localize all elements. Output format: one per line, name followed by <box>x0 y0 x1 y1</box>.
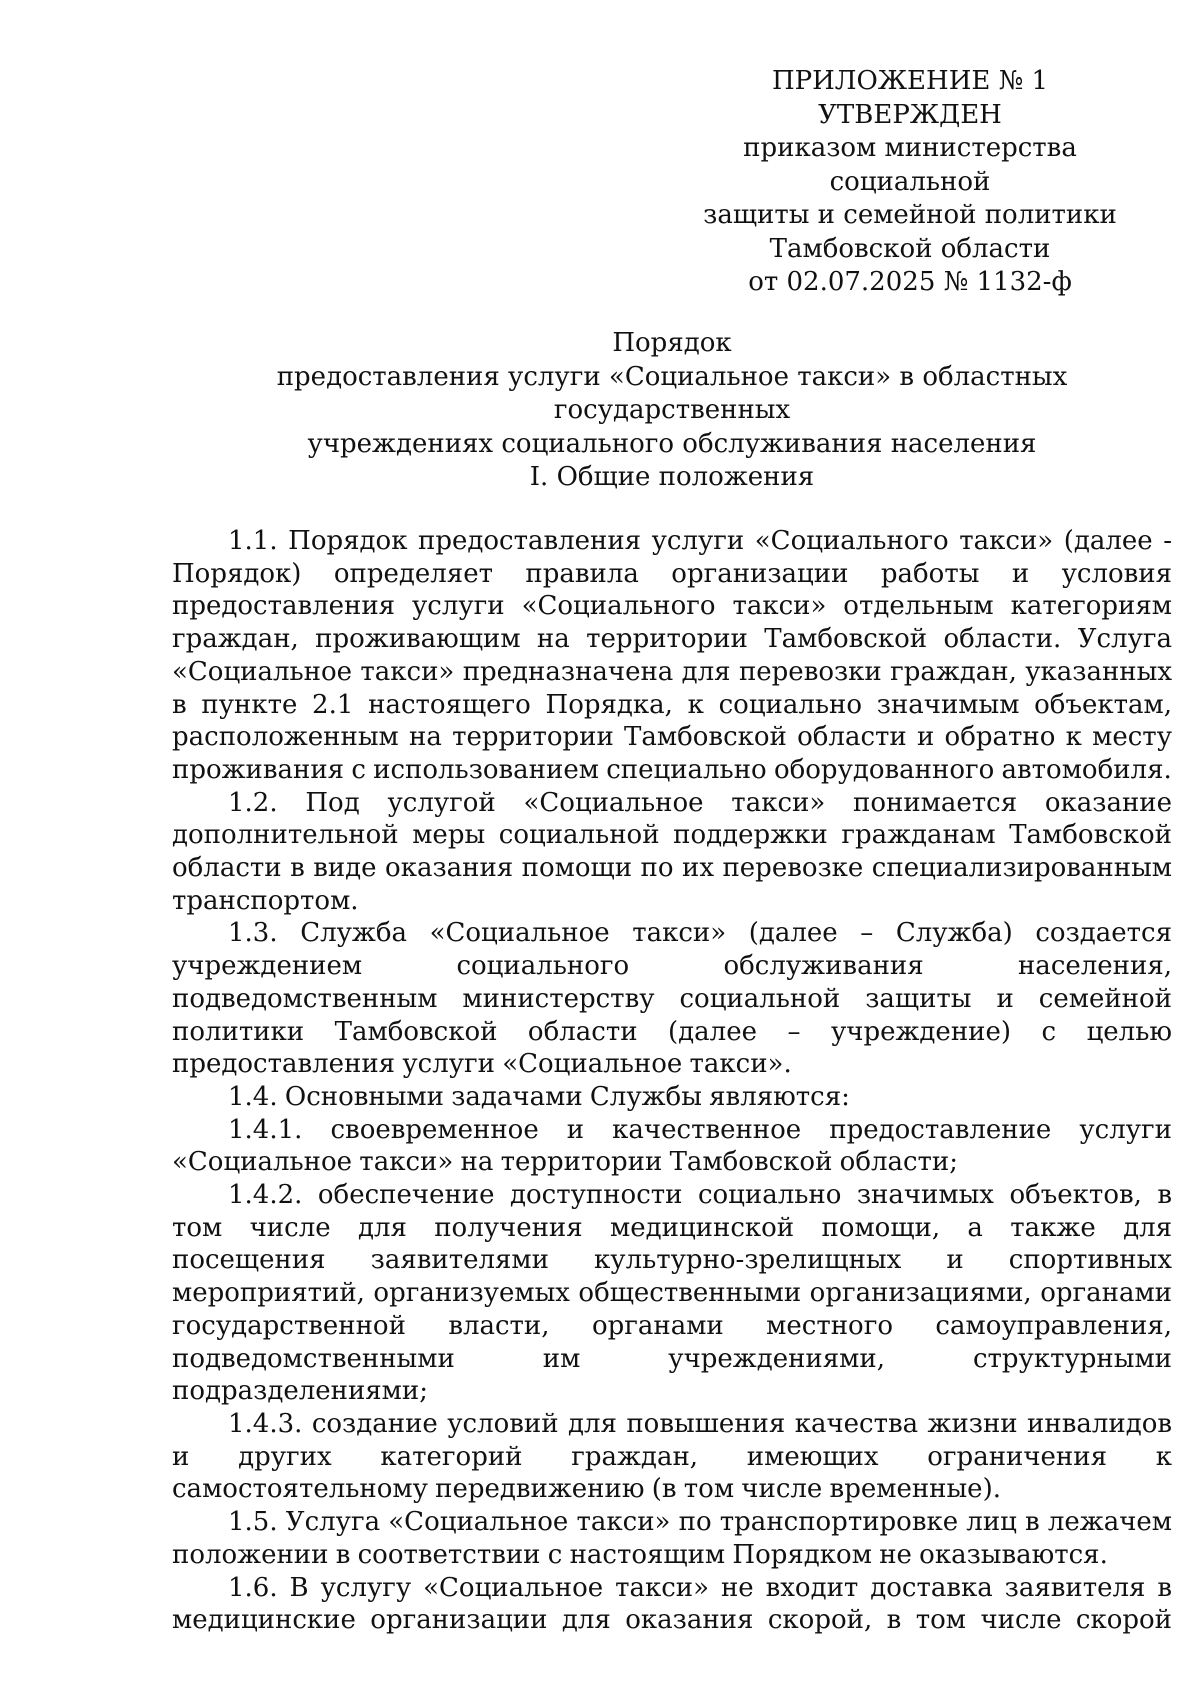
approval-stamp-block <box>660 65 1160 300</box>
title-subject-line: предоставления услуги «Социальное такси» в областных государственных <box>276 361 1068 425</box>
appendix-number: ПРИЛОЖЕНИЕ № 1 <box>771 66 1049 96</box>
approval-region-line: Тамбовской области <box>769 233 1051 264</box>
approval-order-line: приказом министерства социальной <box>743 133 1077 197</box>
approval-ministry-line: защиты и семейной политики <box>703 200 1117 230</box>
document-body <box>172 525 1172 1637</box>
paragraph-1-5: 1.5. Услуга «Социальное такси» по транспортировке лиц в лежачем положении в соответствии с настоящим Порядком не оказываются. <box>172 1507 1172 1570</box>
paragraph-1-4: 1.4. Основными задачами Службы являются: <box>228 1081 850 1112</box>
document-title <box>172 327 1172 461</box>
title-subject-line-2: учреждениях социального обслуживания населения <box>307 428 1037 459</box>
paragraph-1-3: 1.3. Служба «Социальное такси» (далее – Служба) создается учреждением социального обслуживания населения, подведомственным министерству социальной защиты и семейной политики Тамбовской области (далее – учреждение) с целью предоставления услуги «Социальное такси». <box>172 918 1172 1080</box>
approved-label: УТВЕРЖДЕН <box>818 99 1002 130</box>
paragraph-1-6: 1.6. В услугу «Социальное такси» не входит доставка заявителя в медицинские организации для оказания скорой, в том числе скорой <box>172 1572 1172 1636</box>
paragraph-1-4-2: 1.4.2. обеспечение доступности социально значимых объектов, в том числе для получения медицинской помощи, а также для посещения заявителями культурно-зрелищных и спортивных мероприятий, организуемых общественными организациями, органами государственной власти, органами местного самоуправления, подведомственными им учреждениями, структурными подразделениями; <box>172 1180 1172 1407</box>
paragraph-1-4-3: 1.4.3. создание условий для повышения качества жизни инвалидов и других категорий граждан, имеющих ограничения к самостоятельному передвижению (в том числе временные). <box>172 1408 1172 1505</box>
approval-date-number: от 02.07.2025 № 1132-ф <box>748 267 1072 297</box>
section-heading: I. Общие положения <box>529 462 815 492</box>
paragraph-1-2: 1.2. Под услугой «Социальное такси» понимается оказание дополнительной меры социальной поддержки гражданам Тамбовской области в виде оказания помощи по их перевозке специализированным транспортом. <box>172 787 1172 916</box>
paragraph-1-4-1: 1.4.1. своевременное и качественное предоставление услуги «Социальное такси» на территории Тамбовской области; <box>172 1114 1172 1178</box>
title-word: Порядок <box>612 328 732 358</box>
paragraph-1-1: 1.1. Порядок предоставления услуги «Социального такси» (далее - Порядок) определяет правила организации работы и условия предоставления услуги «Социального такси» отдельным категориям граждан, проживающим на территории Тамбовской области. Услуга «Социальное такси» предназначена для перевозки граждан, указанных в пункте 2.1 настоящего Порядка, к социально значимым объектам, расположенным на территории Тамбовской области и обратно к месту проживания с использованием специально оборудованного автомобиля. <box>172 526 1172 785</box>
